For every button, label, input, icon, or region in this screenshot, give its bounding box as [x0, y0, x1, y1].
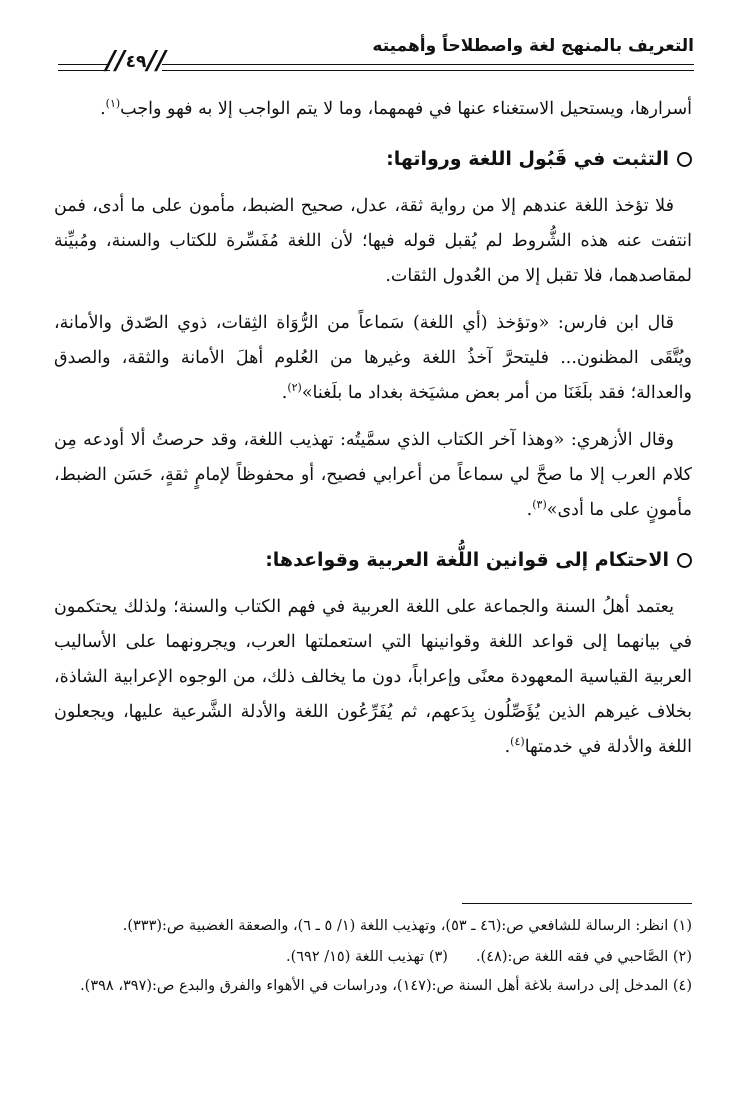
- footnote-ref: (١): [105, 97, 121, 111]
- footnotes: [54, 912, 692, 1003]
- paragraph: قال ابن فارس: «وتؤخذ (أي اللغة) سَماعاً من الرُّوَاة الثِقات، ذوي الصّدق والأمانة، ويُتَّقَى المظنون... فليتحرَّ آخذُ اللغة وغيرها من العُلوم أهلَ الأمانة والثقة، والصدق والعدالة؛ فقد بلَغَنَا من أمر بعض مشيَخة بغداد ما بلَغنا»$^{(٢)}$.: [54, 313, 692, 403]
- footnote-3: (٣) تهذيب اللغة (١٥/ ٦٩٢).: [285, 949, 448, 965]
- heading-text: الاحتكام إلى قوانين اللُّغة العربية وقواعدها:: [265, 549, 669, 571]
- ornament-slash-icon: //: [147, 46, 166, 76]
- main-text: [54, 92, 692, 777]
- running-header: [58, 34, 694, 80]
- paragraph-text: وقال الأزهري: «وهذا آخر الكتاب الذي سمَّيتُه: تهذيب اللغة، وقد حرصتُ ألا أودعه مِن كلام العرب إلا ما صحَّ لي سماعاً من أعرابي فصيح، أو محفوظاً لإمامٍ ثقةٍ، حَسَن الضبط، مأمونٍ على ما أدى»: [54, 430, 692, 520]
- footnote-2: (٢) الصَّاحبي في فقه اللغة ص:(٤٨).: [475, 949, 692, 965]
- footnote-separator: [462, 903, 692, 904]
- paragraph-text: قال ابن فارس: «وتؤخذ (أي اللغة) سَماعاً من الرُّوَاة الثِقات، ذوي الصّدق والأمانة، ويُتَّقَى المظنون... فليتحرَّ آخذُ اللغة وغيرها من العُلوم أهلَ الأمانة والثقة، والصدق والعدالة؛ فقد بلَغَنَا من أمر بعض مشيَخة بغداد ما بلَغنا»: [54, 313, 692, 403]
- paragraph: أسرارها، ويستحيل الاستغناء عنها في فهمهما، وما لا يتم الواجب إلا به فهو واجب$^{(١)}$.: [100, 97, 692, 119]
- section-heading: [54, 542, 692, 578]
- paragraph: فلا تؤخذ اللغة عندهم إلا من رواية ثقة، عدل، صحيح الضبط، مأمون على ما أدى، فمن انتفت عنه هذه الشُّروط لم يُقبل قوله فيها؛ لأن اللغة مُفَسِّرة للكتاب والسنة، ومُبيِّنة لمقاصدهما، فلا تقبل إلا من العُدول الثقات.: [54, 196, 692, 286]
- heading-text: التثبت في قَبُول اللغة ورواتها:: [386, 148, 669, 170]
- page-number-box: [106, 46, 166, 80]
- paragraph-text: يعتمد أهلُ السنة والجماعة على اللغة العربية في فهم الكتاب والسنة؛ ولذلك يحتكمون في بيانهما إلى قواعد اللغة وقوانينها التي استعملتها العرب، ويجرونهما على الأساليب العربية القياسية المعهودة معنًى وإعراباً، دون ما يخالف ذلك، من الوجوه الإعرابية الشاذة، بخلاف غيرهم الذين يُؤَصِّلُون بِدَعهم، ثم يُفَرِّعُون اللغة والأدلة الشَّرعية عليها، ويجعلون اللغة والأدلة في خدمتها: [54, 597, 692, 757]
- chapter-title: التعريف بالمنهج لغة واصطلاحاً وأهميته: [372, 36, 694, 56]
- paragraph-text: أسرارها، ويستحيل الاستغناء عنها في فهمهما، وما لا يتم الواجب إلا به فهو واجب: [120, 99, 692, 119]
- footnote-4: (٤) المدخل إلى دراسة بلاغة أهل السنة ص:(١٤٧)، ودراسات في الأهواء والفرق والبدع ص:(٣٩٧، ٣٩٨).: [80, 978, 692, 994]
- footnote-1: (١) انظر: الرسالة للشافعي ص:(٤٦ ـ ٥٣)، وتهذيب اللغة (١/ ٥ ـ ٦)، والصعقة الغضبية ص:(٣٣٣).: [122, 918, 692, 934]
- circle-bullet-icon: [677, 152, 692, 167]
- section-heading: [54, 141, 692, 177]
- page-number: ٤٩: [125, 52, 147, 72]
- paragraph: وقال الأزهري: «وهذا آخر الكتاب الذي سمَّيتُه: تهذيب اللغة، وقد حرصتُ ألا أودعه مِن كلام العرب إلا ما صحَّ لي سماعاً من أعرابي فصيح، أو محفوظاً لإمامٍ ثقةٍ، حَسَن الضبط، مأمونٍ على ما أدى»$^{(٣)}$.: [54, 430, 692, 520]
- footnote-ref: (٢): [287, 381, 302, 395]
- footnote-ref: (٤): [510, 735, 525, 749]
- circle-bullet-icon: [677, 553, 692, 568]
- footnote-row: [54, 943, 692, 972]
- paragraph: يعتمد أهلُ السنة والجماعة على اللغة العربية في فهم الكتاب والسنة؛ ولذلك يحتكمون في بيانهما إلى قواعد اللغة وقوانينها التي استعملتها العرب، ويجرونهما على الأساليب العربية القياسية المعهودة معنًى وإعراباً، دون ما يخالف ذلك، من الوجوه الإعرابية الشاذة، بخلاف غيرهم الذين يُؤَصِّلُون بِدَعهم، ثم يُفَرِّعُون اللغة والأدلة الشَّرعية عليها، ويجعلون اللغة والأدلة في خدمتها$^{(٤)}$.: [54, 597, 692, 757]
- ornament-slash-icon: //: [106, 46, 125, 76]
- footnote-ref: (٣): [532, 498, 547, 512]
